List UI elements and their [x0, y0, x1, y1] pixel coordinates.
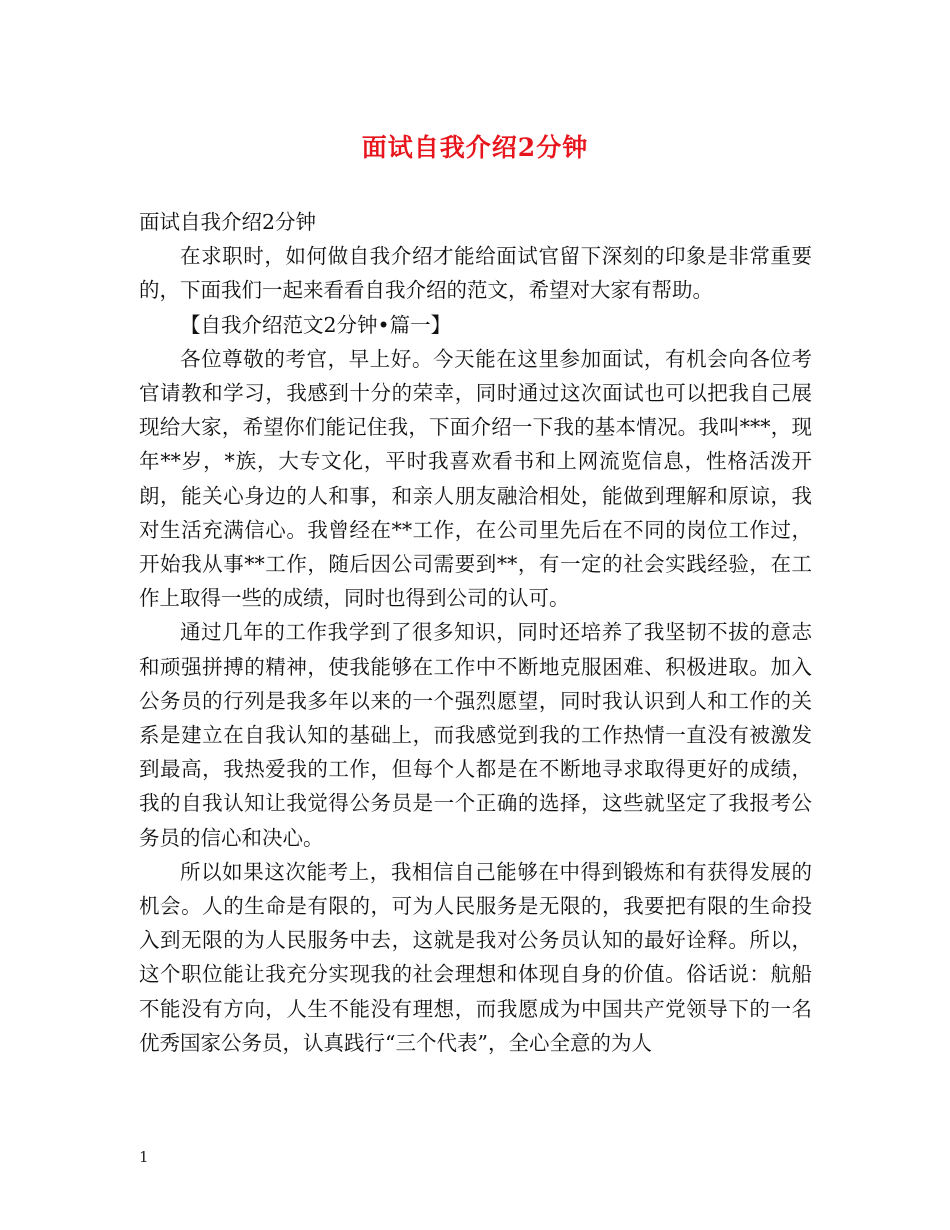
document-title: 面试自我介绍2分钟 — [361, 133, 589, 162]
section-heading: 【自我介绍范文2分钟•篇一】 — [180, 312, 452, 337]
intro-paragraph: 在求职时，如何做自我介绍才能给面试官留下深刻的印象是非常重要的，下面我们一起来看看自我介绍的范文，希望对大家有帮助。 — [139, 244, 812, 303]
body-paragraph: 所以如果这次能考上，我相信自己能够在中得到锻炼和有获得发展的机会。人的生命是有限的，可为人民服务是无限的，我要把有限的生命投入到无限的为人民服务中去，这就是我对公务员认知的最好诠释。所以，这个职位能让我充分实现我的社会理想和体现自身的价值。俗话说：航船不能没有方向，人生不能没有理想，而我愿成为中国共产党领导下的一名优秀国家公务员，认真践行“三个代表”，全心全意的为人 — [139, 859, 812, 1055]
page-number: 1 — [139, 1148, 149, 1166]
document-body — [139, 205, 812, 1060]
body-paragraph: 各位尊敬的考官，早上好。今天能在这里参加面试，有机会向各位考官请教和学习，我感到十分的荣幸，同时通过这次面试也可以把我自己展现给大家，希望你们能记住我，下面介绍一下我的基本情况。我叫***，现年**岁，*族，大专文化，平时我喜欢看书和上网流览信息，性格活泼开朗，能关心身边的人和事，和亲人朋友融洽相处，能做到理解和原谅，我对生活充满信心。我曾经在**工作，在公司里先后在不同的岗位工作过，开始我从事**工作，随后因公司需要到**，有一定的社会实践经验，在工作上取得一些的成绩，同时也得到公司的认可。 — [139, 346, 812, 611]
document-subtitle: 面试自我介绍2分钟 — [139, 210, 317, 234]
body-paragraph: 通过几年的工作我学到了很多知识，同时还培养了我坚韧不拔的意志和顽强拼搏的精神，使我能够在工作中不断地克服困难、积极进取。加入公务员的行列是我多年以来的一个强烈愿望，同时我认识到人和工作的关系是建立在自我认知的基础上，而我感觉到我的工作热情一直没有被激发到最高，我热爱我的工作，但每个人都是在不断地寻求取得更好的成绩，我的自我认知让我觉得公务员是一个正确的选择，这些就坚定了我报考公务员的信心和决心。 — [139, 620, 812, 850]
